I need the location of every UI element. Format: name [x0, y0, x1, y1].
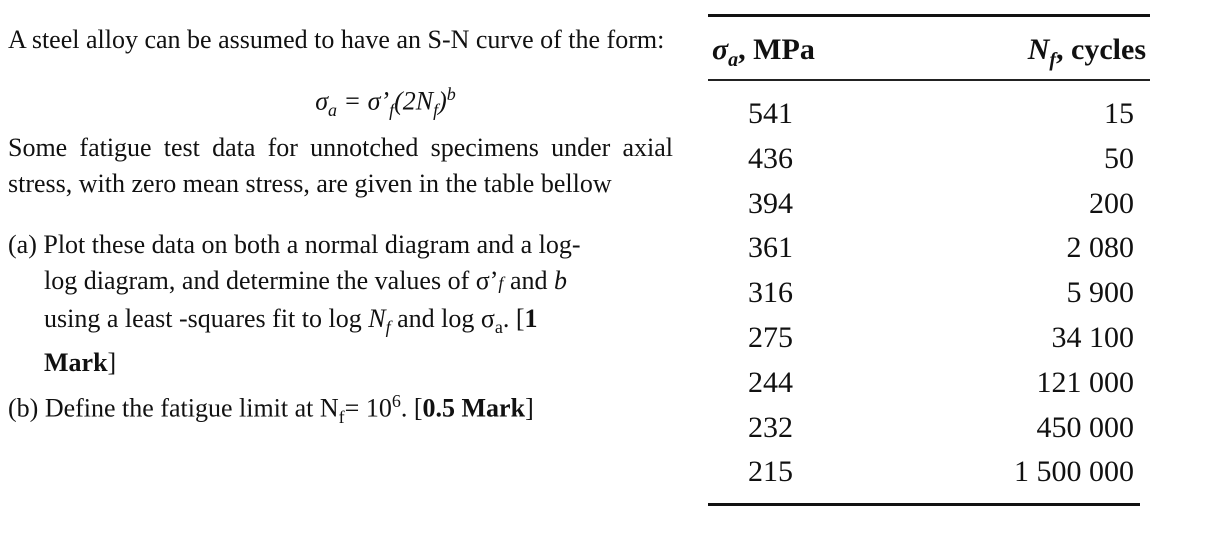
problem-statement [8, 22, 673, 435]
stress-cell: 275 [748, 320, 793, 354]
spacer [8, 202, 673, 227]
cycles-cell: 5 900 [1066, 276, 1134, 310]
stress-cell: 244 [748, 365, 793, 399]
stress-cell: 316 [748, 276, 793, 310]
part-a-continuation: log diagram, and determine the values of σ’f and b [44, 266, 567, 295]
table-row [708, 228, 1150, 273]
cycles-cell: 15 [1104, 97, 1134, 130]
cycles-cell: 1 500 000 [1014, 455, 1134, 489]
stress-cell: 232 [748, 410, 793, 444]
cycles-cell: 50 [1104, 141, 1134, 175]
stress-cell: 436 [748, 141, 793, 175]
table-header-rule [708, 79, 1150, 81]
table-bottom-rule [708, 503, 1140, 506]
table-row [708, 318, 1150, 363]
data-intro-paragraph: Some fatigue test data for unnotched specimens under axial stress, with zero mean stress, are given in the table bellow [8, 133, 673, 198]
table-row [708, 94, 1150, 139]
table-row [708, 139, 1150, 184]
table-row [708, 363, 1150, 408]
cycles-cell: 450 000 [1036, 410, 1134, 444]
part-a-mark: Mark] [44, 348, 117, 378]
table-row [708, 408, 1150, 453]
stress-cell: 541 [748, 97, 793, 130]
table-header-cycles: $N_f$, cycles [1027, 33, 1146, 71]
stress-cell: 361 [748, 231, 793, 265]
part-a: (a) Plot these data on both a normal diagram and a log- log diagram, and determine the values of σ’f and b using a least -squares fit to $\log N_f$ and $\log \sigma_a$. [1 Mark] [8, 230, 581, 378]
table-row [708, 452, 1150, 497]
table-header-stress: $\sigma_a$, MPa [712, 33, 815, 71]
cycles-cell: 2 080 [1066, 231, 1134, 265]
table-row [708, 273, 1150, 318]
cycles-cell: 200 [1089, 186, 1134, 220]
stress-cell: 394 [748, 186, 793, 220]
stress-cell: 215 [748, 455, 793, 489]
sn-equation: $\sigma_a$ = $\sigma’_f(2N_f)^b$ [315, 84, 456, 120]
table-top-rule [708, 14, 1150, 17]
cycles-cell: 34 100 [1051, 320, 1134, 354]
cycles-cell: 121 000 [1036, 365, 1134, 399]
part-a-continuation-2: using a least -squares fit to $\log N_f$ and $\log \sigma_a$. [1 [44, 304, 538, 338]
fatigue-data-table [708, 10, 1150, 510]
intro-paragraph: A steel alloy can be assumed to have an S-N curve of the form: [8, 25, 665, 54]
table-body [708, 94, 1150, 497]
part-b: (b) Define the fatigue limit at $N_f= 10^6$. [0.5 Mark] [8, 391, 534, 428]
table-row [708, 184, 1150, 229]
